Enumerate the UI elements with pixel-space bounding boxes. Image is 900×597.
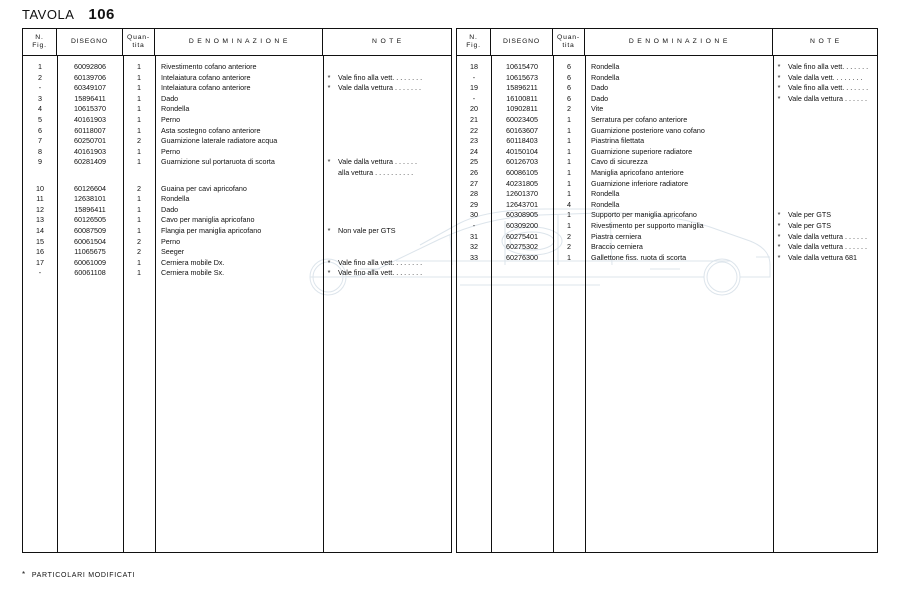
cell-disegno: 60061504: [74, 236, 106, 246]
cell-note: Vale fino alla vett. . . . . . . .: [338, 268, 423, 278]
cell-denominazione: Intelaiatura cofano anteriore: [161, 83, 251, 93]
cell-quantita: 6: [567, 83, 571, 93]
cell-fig: 29: [470, 199, 478, 209]
table-rows-left: [23, 56, 451, 279]
cell-fig: -: [38, 268, 42, 278]
column-header-fig-line1: N.: [35, 34, 44, 42]
cell-disegno: 60023405: [506, 114, 538, 124]
table-row: [23, 247, 451, 258]
cell-quantita: 1: [567, 220, 571, 230]
cell-quantita: 1: [137, 215, 141, 225]
column-header-quantita: [123, 29, 155, 55]
cell-quantita: 1: [137, 114, 141, 124]
cell-denominazione: Dado: [591, 83, 609, 93]
cell-disegno: 60349107: [74, 83, 106, 93]
page-title: [22, 6, 115, 23]
cell-quantita: 6: [567, 93, 571, 103]
cell-fig: 2: [38, 72, 42, 82]
table-row: [23, 258, 451, 269]
table-row: [23, 147, 451, 158]
cell-fig: 26: [470, 167, 478, 177]
cell-fig: 25: [470, 157, 478, 167]
cell-denominazione: Rivestimento per supporto maniglia: [591, 220, 704, 230]
cell-asterisk: *: [777, 210, 781, 220]
cell-denominazione: Guaina per cavi apricofano: [161, 183, 247, 193]
cell-disegno: 60092806: [74, 62, 106, 71]
cell-fig: 32: [470, 242, 478, 252]
column-header-quantita-line1: Quan-: [557, 34, 580, 42]
cell-asterisk: *: [777, 220, 781, 230]
cell-asterisk: *: [327, 83, 331, 93]
cell-quantita: 1: [137, 157, 141, 167]
table-row: [23, 83, 451, 94]
cell-disegno: 12638101: [74, 194, 106, 204]
cell-fig: -: [472, 93, 476, 103]
table-row: [457, 168, 877, 179]
cell-denominazione: Intelaiatura cofano anteriore: [161, 72, 251, 82]
cell-quantita: 1: [567, 210, 571, 220]
cell-fig: 19: [470, 83, 478, 93]
cell-fig: 11: [36, 194, 44, 204]
cell-fig: -: [472, 220, 476, 230]
cell-disegno: 60061108: [74, 268, 106, 278]
title-label: TAVOLA: [22, 7, 75, 22]
cell-disegno: 60163607: [506, 125, 538, 135]
cell-asterisk: *: [777, 252, 781, 262]
cell-denominazione: Maniglia apricofano anteriore: [591, 167, 684, 177]
footer-label: PARTICOLARI MODIFICATI: [31, 571, 136, 579]
column-header-fig-line1: N.: [469, 34, 478, 42]
cell-disegno: 60139706: [74, 72, 106, 82]
table-row: [457, 147, 877, 158]
cell-fig: 18: [470, 62, 478, 71]
cell-fig: 33: [470, 252, 478, 262]
cell-disegno: 60086105: [506, 167, 538, 177]
cell-note: Vale dalla vettura . . . . . .: [338, 157, 417, 167]
cell-denominazione: Cavo di sicurezza: [591, 157, 648, 167]
cell-denominazione: Guarnizione superiore radiatore: [591, 146, 693, 156]
cell-quantita: 2: [137, 183, 141, 193]
cell-fig: 1: [38, 62, 42, 71]
cell-denominazione: Rondella: [161, 104, 190, 114]
table-row: [457, 73, 877, 84]
cell-denominazione: Cavo per maniglia apricofano: [161, 215, 255, 225]
cell-quantita: 2: [567, 231, 571, 241]
table-row: [23, 136, 451, 147]
table-row: [457, 210, 877, 221]
cell-fig: -: [472, 72, 476, 82]
cell-denominazione: Dado: [161, 93, 179, 103]
cell-quantita: 2: [567, 242, 571, 252]
cell-note: Vale dalla vettura . . . . . .: [788, 231, 867, 241]
cell-quantita: 1: [137, 93, 141, 103]
parts-table-left: [22, 28, 452, 553]
cell-fig: 8: [38, 146, 42, 156]
cell-quantita: 4: [567, 199, 571, 209]
cell-fig: 3: [38, 93, 42, 103]
cell-quantita: 1: [137, 83, 141, 93]
column-header-quantita-line2: tita: [562, 42, 575, 49]
table-row: [23, 237, 451, 248]
cell-quantita: 1: [137, 104, 141, 114]
cell-asterisk: *: [777, 242, 781, 252]
cell-note: Vale dalla vettura . . . . . . .: [338, 83, 421, 93]
cell-asterisk: *: [777, 231, 781, 241]
cell-quantita: 1: [567, 136, 571, 146]
cell-fig: 30: [470, 210, 478, 220]
table-rows-right: [457, 56, 877, 263]
cell-denominazione: Dado: [591, 93, 609, 103]
table-row: [457, 136, 877, 147]
cell-note: Vale fino alla vett. . . . . . .: [788, 83, 869, 93]
cell-asterisk: *: [327, 157, 331, 167]
cell-quantita: 1: [137, 146, 141, 156]
cell-fig: 27: [470, 178, 478, 188]
cell-quantita: 1: [137, 62, 141, 71]
cell-denominazione: Dado: [161, 204, 179, 214]
cell-fig: 13: [36, 215, 44, 225]
cell-quantita: 1: [137, 204, 141, 214]
cell-denominazione: Perno: [161, 114, 181, 124]
cell-disegno: 10615673: [506, 72, 538, 82]
cell-disegno: 40161903: [74, 146, 106, 156]
cell-denominazione: Rivestimento cofano anteriore: [161, 62, 257, 71]
cell-quantita: 1: [567, 252, 571, 262]
cell-disegno: 16100811: [506, 93, 538, 103]
column-header-note: N O T E: [372, 38, 402, 46]
cell-disegno: 60118403: [506, 136, 538, 146]
cell-fig: 16: [36, 247, 44, 257]
cell-quantita: 1: [137, 225, 141, 235]
column-header-disegno: DISEGNO: [57, 29, 123, 55]
cell-fig: 10: [36, 183, 44, 193]
cell-quantita: 1: [137, 125, 141, 135]
cell-fig: 6: [38, 125, 42, 135]
cell-fig: 5: [38, 114, 42, 124]
cell-denominazione: Serratura per cofano anteriore: [591, 114, 688, 124]
table-row: [457, 62, 877, 73]
cell-denominazione: Cerniera mobile Dx.: [161, 257, 225, 267]
column-header-quantita-line1: Quan-: [127, 34, 150, 42]
cell-disegno: 60087509: [74, 225, 106, 235]
cell-asterisk: *: [327, 72, 331, 82]
cell-denominazione: Perno: [161, 146, 181, 156]
cell-note: Non vale per GTS: [338, 225, 396, 235]
table-row: [23, 62, 451, 73]
cell-asterisk: *: [777, 83, 781, 93]
cell-disegno: 60126703: [506, 157, 538, 167]
table-row: [23, 94, 451, 105]
cell-disegno: 40231805: [506, 178, 538, 188]
cell-asterisk: *: [327, 257, 331, 267]
cell-note: Vale per GTS: [788, 210, 832, 220]
cell-note: Vale dalla vettura . . . . . .: [788, 93, 867, 103]
column-header-fig: [23, 29, 57, 55]
cell-disegno: 60126604: [74, 183, 106, 193]
cell-quantita: 2: [137, 247, 141, 257]
table-row: [23, 157, 451, 168]
cell-denominazione: Rondella: [591, 62, 620, 71]
table-row: [457, 179, 877, 190]
table-row: [457, 104, 877, 115]
cell-disegno: 60281409: [74, 157, 106, 167]
cell-fig: 22: [470, 125, 478, 135]
column-header-fig-line2: Fig.: [32, 42, 47, 49]
cell-denominazione: Rondella: [591, 199, 620, 209]
cell-asterisk: *: [327, 225, 331, 235]
cell-disegno: 10902811: [506, 104, 538, 114]
table-row: [23, 184, 451, 195]
cell-quantita: 1: [567, 146, 571, 156]
cell-fig: 4: [38, 104, 42, 114]
table-header-row-left: [23, 29, 451, 56]
cell-denominazione: Asta sostegno cofano anteriore: [161, 125, 261, 135]
cell-disegno: 11065675: [74, 247, 106, 257]
cell-asterisk: *: [777, 72, 781, 82]
table-row: [23, 205, 451, 216]
cell-quantita: 1: [137, 257, 141, 267]
cell-fig: 24: [470, 146, 478, 156]
cell-quantita: 6: [567, 62, 571, 71]
cell-denominazione: Piastrina filettata: [591, 136, 645, 146]
cell-fig: 12: [36, 204, 44, 214]
cell-denominazione: Guarnizione laterale radiatore acqua: [161, 136, 278, 146]
cell-disegno: 60061009: [74, 257, 106, 267]
cell-quantita: 1: [567, 178, 571, 188]
table-row: [23, 115, 451, 126]
column-header-disegno: DISEGNO: [491, 29, 553, 55]
cell-denominazione: Guarnizione posteriore vano cofano: [591, 125, 705, 135]
cell-denominazione: Flangia per maniglia apricofano: [161, 225, 262, 235]
cell-disegno: 15896211: [506, 83, 538, 93]
cell-denominazione: Supporto per maniglia apricofano: [591, 210, 697, 220]
title-number: 106: [88, 6, 115, 23]
table-row: [23, 215, 451, 226]
table-row: [23, 268, 451, 279]
cell-denominazione: Rondella: [591, 189, 620, 199]
cell-disegno: 40150104: [506, 146, 538, 156]
cell-denominazione: Seeger: [161, 247, 185, 257]
cell-quantita: 2: [567, 104, 571, 114]
cell-denominazione: Guarnizione sul portaruota di scorta: [161, 157, 275, 167]
cell-note: alla vettura . . . . . . . . . .: [338, 167, 414, 177]
cell-disegno: 15896411: [74, 204, 106, 214]
cell-fig: -: [38, 83, 42, 93]
table-row: [23, 73, 451, 84]
cell-quantita: 1: [137, 72, 141, 82]
table-body-right: [457, 56, 877, 552]
table-row: [23, 226, 451, 237]
cell-disegno: 60276300: [506, 252, 538, 262]
cell-fig: 21: [470, 114, 478, 124]
cell-asterisk: *: [327, 268, 331, 278]
cell-denominazione: Piastra cerniera: [591, 231, 642, 241]
cell-disegno: 60275302: [506, 242, 538, 252]
cell-quantita: 2: [137, 136, 141, 146]
table-row: [23, 104, 451, 115]
cell-fig: 28: [470, 189, 478, 199]
cell-denominazione: Rondella: [161, 194, 190, 204]
column-header-quantita-line2: tita: [132, 42, 145, 49]
cell-fig: 9: [38, 157, 42, 167]
cell-note: Vale fino alla vett. . . . . . . .: [338, 72, 423, 82]
column-header-denominazione: D E N O M I N A Z I O N E: [155, 29, 323, 55]
table-row: [23, 168, 451, 179]
table-header-row-right: [457, 29, 877, 56]
cell-note: Vale dalla vett. . . . . . . .: [788, 72, 863, 82]
parts-table-right: [456, 28, 878, 553]
cell-disegno: 60309200: [506, 220, 538, 230]
table-row: [457, 232, 877, 243]
cell-note: Vale fino alla vett. . . . . . .: [788, 62, 869, 71]
cell-fig: 7: [38, 136, 42, 146]
cell-quantita: 1: [137, 268, 141, 278]
cell-disegno: 40161903: [74, 114, 106, 124]
table-row: [457, 200, 877, 211]
cell-quantita: 1: [137, 194, 141, 204]
table-row: [457, 126, 877, 137]
cell-disegno: 12601370: [506, 189, 538, 199]
table-body-left: [23, 56, 451, 552]
cell-fig: 17: [36, 257, 44, 267]
table-row: [457, 115, 877, 126]
table-row: [457, 83, 877, 94]
cell-disegno: 10615470: [506, 62, 538, 71]
cell-quantita: 1: [567, 125, 571, 135]
cell-fig: 31: [470, 231, 478, 241]
cell-fig: 23: [470, 136, 478, 146]
cell-quantita: 1: [567, 157, 571, 167]
column-header-fig: [457, 29, 491, 55]
cell-disegno: 10615370: [74, 104, 106, 114]
cell-note: Vale dalla vettura 681: [788, 252, 857, 262]
table-row: [23, 194, 451, 205]
cell-note: Vale dalla vettura . . . . . .: [788, 242, 867, 252]
cell-asterisk: *: [777, 62, 781, 71]
cell-denominazione: Braccio cerniera: [591, 242, 643, 252]
cell-disegno: 60118007: [74, 125, 106, 135]
cell-fig: 15: [36, 236, 44, 246]
cell-quantita: 2: [137, 236, 141, 246]
cell-denominazione: Gallettone fiss. ruota di scorta: [591, 252, 687, 262]
cell-denominazione: Rondella: [591, 72, 620, 82]
cell-disegno: 60250701: [74, 136, 106, 146]
asterisk-icon: *: [22, 570, 26, 579]
cell-disegno: 60275401: [506, 231, 538, 241]
column-header-denominazione: D E N O M I N A Z I O N E: [585, 29, 773, 55]
cell-disegno: 12643701: [506, 199, 538, 209]
cell-denominazione: Guarnizione inferiore radiatore: [591, 178, 689, 188]
cell-quantita: 1: [567, 167, 571, 177]
cell-quantita: 6: [567, 72, 571, 82]
cell-quantita: 1: [567, 189, 571, 199]
cell-disegno: 60308905: [506, 210, 538, 220]
cell-denominazione: Cerniera mobile Sx.: [161, 268, 225, 278]
cell-note: Vale fino alla vett. . . . . . . .: [338, 257, 423, 267]
footer-note: [22, 571, 135, 579]
cell-denominazione: Vite: [591, 104, 604, 114]
column-header-quantita: [553, 29, 585, 55]
cell-fig: 14: [36, 225, 44, 235]
cell-disegno: 60126505: [74, 215, 106, 225]
table-row: [457, 242, 877, 253]
cell-denominazione: Perno: [161, 236, 181, 246]
table-row: [457, 221, 877, 232]
table-row: [457, 157, 877, 168]
column-header-fig-line2: Fig.: [466, 42, 481, 49]
table-row: [457, 253, 877, 264]
cell-asterisk: *: [777, 93, 781, 103]
cell-fig: 20: [470, 104, 478, 114]
cell-disegno: 15896411: [74, 93, 106, 103]
table-row: [457, 94, 877, 105]
table-row: [23, 126, 451, 137]
cell-note: Vale per GTS: [788, 220, 832, 230]
cell-quantita: 1: [567, 114, 571, 124]
table-row: [457, 189, 877, 200]
column-header-note: N O T E: [810, 38, 840, 46]
